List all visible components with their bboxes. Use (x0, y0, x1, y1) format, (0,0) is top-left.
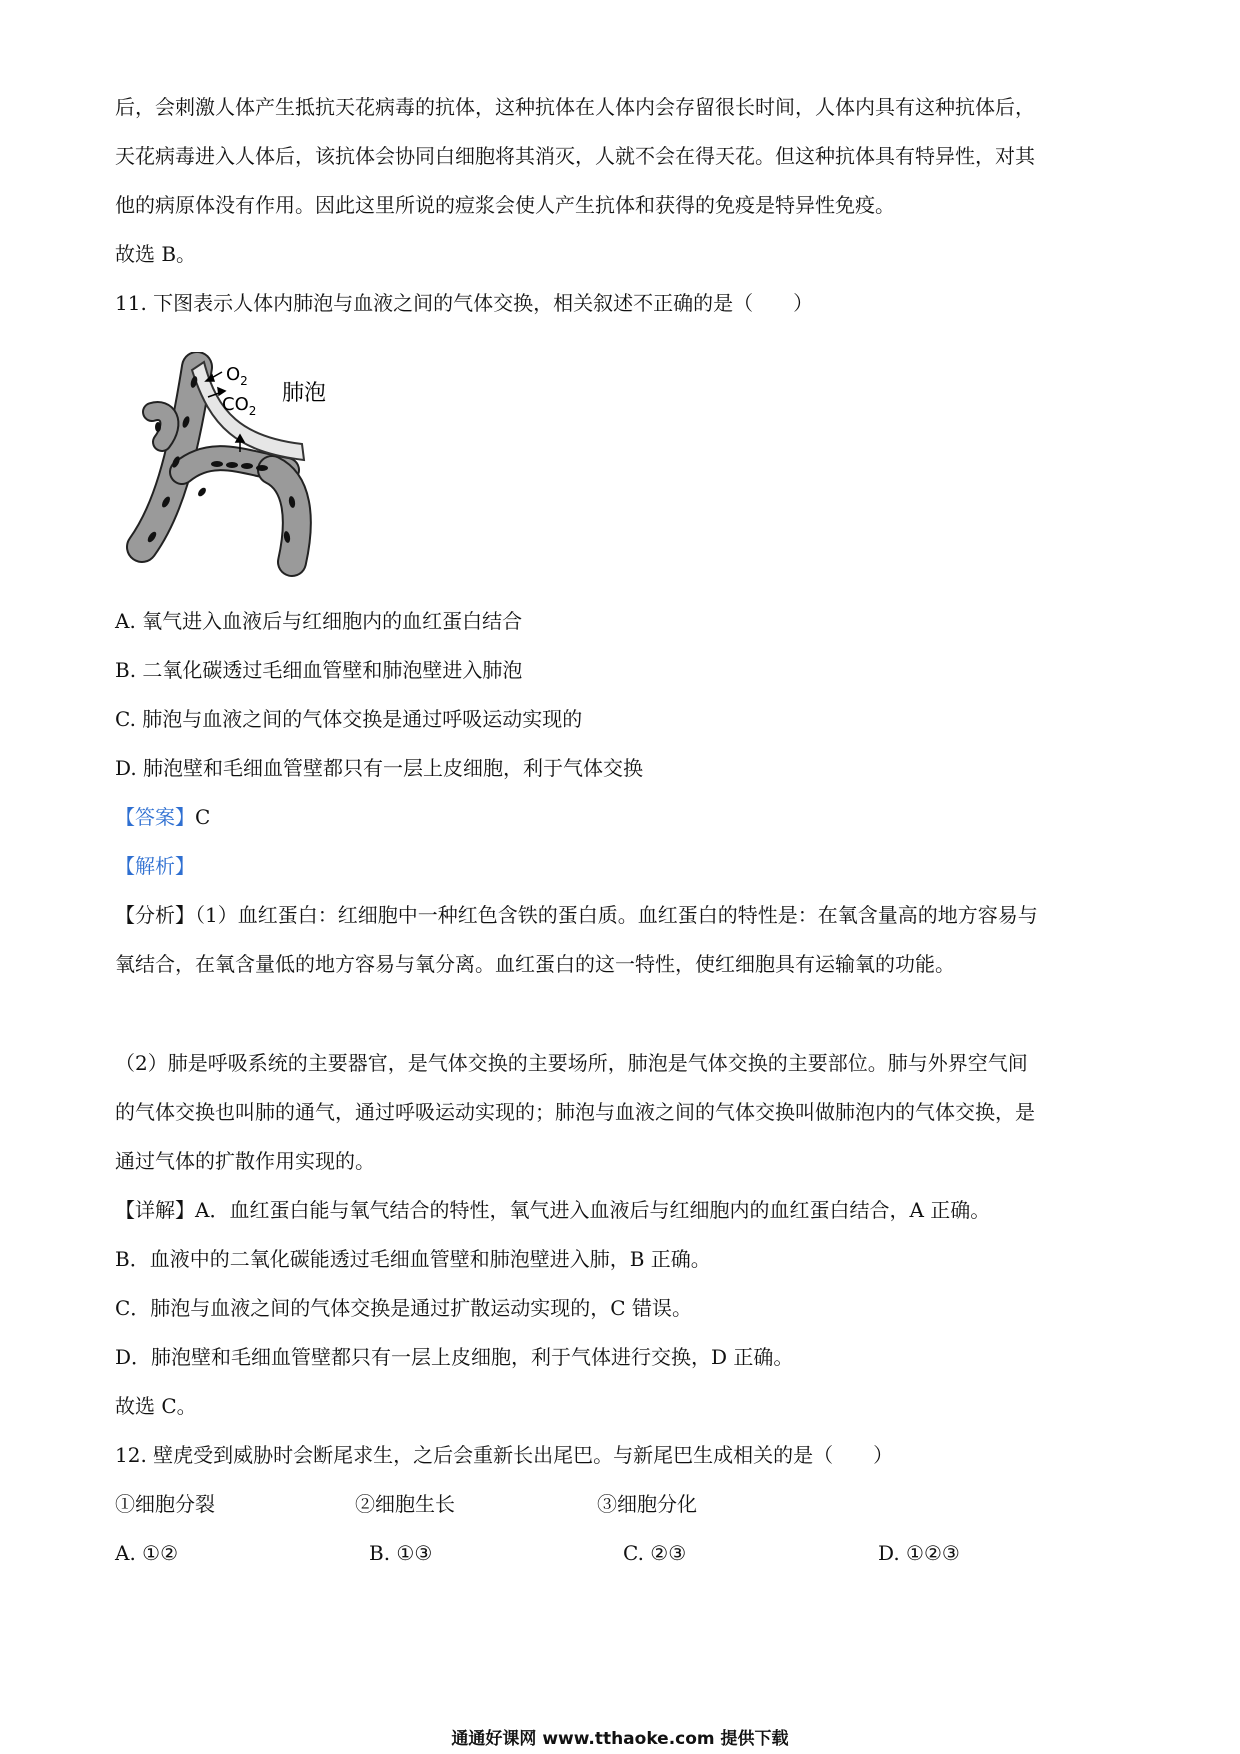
fenxi-line: 的气体交换也叫肺的通气，通过呼吸运动实现的；肺泡与血液之间的气体交换叫做肺泡内的气体交换，是 (115, 1100, 1035, 1124)
o2-label: $O_2$ (226, 364, 248, 388)
q12-item: ③细胞分化 (597, 1492, 697, 1516)
answer-value: C (195, 805, 211, 829)
xiangjie-label: 【详解】 (115, 1198, 195, 1222)
question-12-stem: 12. 壁虎受到威胁时会断尾求生，之后会重新长出尾巴。与新尾巴生成相关的是（ ） (115, 1443, 894, 1467)
alveolus-label: 肺泡 (282, 381, 327, 406)
fenxi-line: 氧结合，在氧含量低的地方容易与氧分离。血红蛋白的这一特性，使红细胞具有运输氧的功能。 (115, 952, 955, 976)
answer-label: 【答案】 (115, 805, 195, 829)
analysis-heading (115, 851, 195, 881)
fenxi-line: （2）肺是呼吸系统的主要器官，是气体交换的主要场所，肺泡是气体交换的主要部位。肺与外界空气间 (115, 1051, 1028, 1075)
xiangjie-line (115, 1195, 990, 1225)
footer-watermark: 通通好课网 www.tthaoke.com 提供下载 (451, 1729, 789, 1749)
body-line: 天花病毒进入人体后，该抗体会协同白细胞将其消灭，人就不会在得天花。但这种抗体具有特异性，对其 (115, 144, 1035, 168)
option-a: A. 氧气进入血液后与红细胞内的血红蛋白结合 (115, 609, 523, 633)
body-line: 故选 B。 (115, 242, 197, 266)
q12-option-a: A. ①② (115, 1541, 179, 1565)
xiangjie-line: D．肺泡壁和毛细血管壁都只有一层上皮细胞，利于气体进行交换，D 正确。 (115, 1345, 794, 1369)
option-b: B. 二氧化碳透过毛细血管壁和肺泡壁进入肺泡 (115, 658, 523, 682)
q12-item: ②细胞生长 (355, 1492, 455, 1516)
body-line: 他的病原体没有作用。因此这里所说的痘浆会使人产生抗体和获得的免疫是特异性免疫。 (115, 193, 895, 217)
question-11-stem: 11. 下图表示人体内肺泡与血液之间的气体交换，相关叙述不正确的是（ ） (115, 291, 814, 315)
conclusion-line: 故选 C。 (115, 1394, 197, 1418)
fenxi-label: 【分析】 (115, 903, 195, 927)
xiangjie-text: A．血红蛋白能与氧气结合的特性，氧气进入血液后与红细胞内的血红蛋白结合，A 正确。 (195, 1198, 991, 1222)
answer-line (115, 802, 210, 832)
option-c: C. 肺泡与血液之间的气体交换是通过呼吸运动实现的 (115, 707, 583, 731)
alveolus-gas-exchange-figure (122, 352, 352, 578)
analysis-label: 【解析】 (115, 854, 195, 878)
xiangjie-line: B．血液中的二氧化碳能透过毛细血管壁和肺泡壁进入肺，B 正确。 (115, 1247, 711, 1271)
fenxi-text: （1）血红蛋白：红细胞中一种红色含铁的蛋白质。血红蛋白的特性是：在氧含量高的地方容易与 (195, 903, 1038, 927)
q12-option-b: B. ①③ (369, 1541, 433, 1565)
q12-item: ①细胞分裂 (115, 1492, 215, 1516)
xiangjie-line: C．肺泡与血液之间的气体交换是通过扩散运动实现的，C 错误。 (115, 1296, 692, 1320)
co2-label: $CO_2$ (222, 394, 257, 418)
q12-option-c: C. ②③ (623, 1541, 687, 1565)
body-line: 后，会刺激人体产生抵抗天花病毒的抗体，这种抗体在人体内会存留很长时间，人体内具有这种抗体后， (115, 95, 1035, 119)
option-d: D. 肺泡壁和毛细血管壁都只有一层上皮细胞，利于气体交换 (115, 756, 644, 780)
fenxi-line (115, 900, 1038, 930)
q12-option-d: D. ①②③ (878, 1541, 960, 1565)
fenxi-line: 通过气体的扩散作用实现的。 (115, 1149, 375, 1173)
